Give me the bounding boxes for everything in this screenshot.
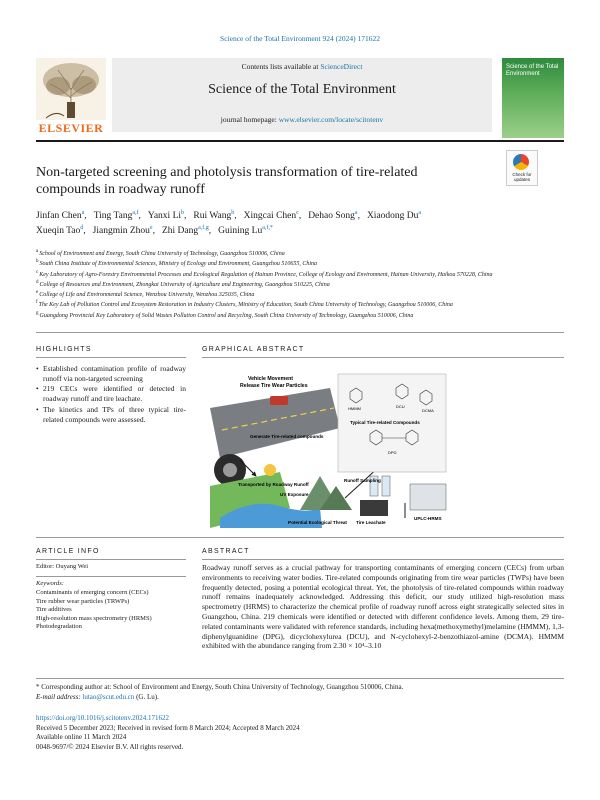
author-entry[interactable]: Ting Tang$^{a,f}$, (93, 210, 141, 222)
author-name: Xiaodong Du (366, 211, 419, 222)
affiliation-text: Key Laboratory of Agro-Forestry Environmental Processes and Ecological Regulation of Hainan Province, College of Ecology and Environment, Hainan University, Haikou 570228, China (39, 271, 493, 278)
section-divider (36, 537, 564, 538)
author-name: Xueqin Tao (36, 226, 81, 237)
author-entry[interactable]: Xingcai Chen$^c$, (243, 210, 302, 222)
ga-label-vehicle: Vehicle Movement (248, 376, 293, 382)
affiliation-item (36, 299, 564, 309)
top-citation[interactable]: Science of the Total Environment 924 (2024) 171622 (220, 34, 380, 43)
author-entry[interactable]: Rui Wang$^b$, (193, 210, 237, 222)
highlight-item: • The kinetics and TPs of three typical tire-related compounds were assessed. (36, 405, 186, 424)
keyword-item: Photodegradation (36, 623, 82, 631)
affiliation-text: College of Resources and Environment, Zhongkai University of Agriculture and Engineering, Guangzhou 510225, China (39, 281, 330, 288)
article-info-heading: ARTICLE INFO (36, 548, 100, 555)
header-divider (36, 140, 564, 142)
email-line (36, 693, 564, 703)
contents-prefix: Contents lists available at (241, 62, 321, 71)
author-name: Rui Wang (193, 211, 232, 222)
author-name: Ting Tang (93, 211, 133, 222)
email-suffix: (G. Lu). (134, 692, 159, 701)
author-name: Dehao Song (308, 211, 355, 222)
section-divider (36, 332, 564, 333)
affiliation-key: e (36, 290, 39, 296)
ga-label-uv: UV Exposure (280, 492, 309, 497)
ga-label-generate: Generate Tire-related compounds (250, 434, 324, 439)
author-entry[interactable]: Yanxi Li$^b$, (147, 210, 187, 222)
affiliation-text: Guangdong Provincial Key Laboratory of Solid Wastes Pollution Control and Recycling, South China University of Technology, Guangzhou 510006, China (39, 312, 414, 319)
author-entry[interactable] (218, 226, 273, 236)
highlight-item: • Established contamination profile of roadway runoff via non-targeted screening (36, 364, 186, 383)
highlight-item: • 219 CECs were identified or detected in roadway runoff and tire leachate. (36, 384, 186, 403)
ga-label-dpg: DPG (388, 450, 397, 455)
available-online: Available online 11 March 2024 (36, 733, 127, 742)
check-for-updates-label: Check for updates (512, 172, 532, 182)
article-info-divider (36, 576, 186, 577)
affiliation-item (36, 269, 564, 279)
footnote-text: * Corresponding author at: School of Environment and Energy, South China University of Technology, Guangzhou 510006, China. (36, 683, 404, 691)
author-entry[interactable]: Jinfan Chen$^a$, (36, 210, 87, 222)
editor-line: Editor: Ouyang Wei (36, 563, 89, 570)
author-affiliation-marker[interactable]: a (81, 210, 85, 216)
affiliation-key: f (36, 300, 38, 306)
publisher-logo-text: ELSEVIER (38, 121, 104, 135)
affiliation-text: College of Life and Environmental Science, Wenzhou University, Wenzhou 325035, China (39, 292, 255, 299)
email-link[interactable]: lutao@scut.edu.cn (82, 692, 135, 701)
ga-label-leachate: Tire Leachate (356, 520, 386, 525)
author-affiliation-marker[interactable]: e (149, 225, 153, 231)
keywords-list (36, 589, 196, 632)
affiliation-item (36, 248, 564, 258)
journal-title: Science of the Total Environment (208, 82, 396, 97)
author-name: Zhi Dang (161, 226, 199, 237)
author-affiliation-marker[interactable]: a,f,g (198, 225, 209, 231)
abstract-heading: ABSTRACT (202, 548, 250, 555)
author-affiliation-marker[interactable]: a,f (132, 210, 139, 216)
homepage-line (112, 115, 492, 124)
author-entry[interactable]: Jiangmin Zhou$^e$, (92, 225, 155, 237)
graphical-abstract-figure (210, 368, 450, 532)
highlights-heading: HIGHLIGHTS (36, 346, 92, 353)
author-name: Jinfan Chen (36, 211, 82, 222)
keyword-item: Contaminants of emerging concern (CECs) (36, 589, 149, 596)
affiliation-key: c (36, 269, 39, 275)
author-name: Guining Lu (218, 226, 263, 237)
author-entry[interactable]: Zhi Dang$^{a,f,g}$, (161, 225, 212, 237)
article-info-divider (36, 559, 186, 560)
keyword-item: Tire rubber wear particles (TRWPs) (36, 597, 130, 605)
corresponding-author-footnote (36, 683, 564, 702)
highlights-divider (36, 357, 186, 358)
check-for-updates-icon (513, 154, 529, 170)
keywords-label: Keywords: (36, 580, 64, 587)
affiliation-text: School of Environment and Energy, South China University of Technology, Guangzhou 510006, China (39, 251, 285, 257)
contents-line (112, 62, 492, 71)
ga-label-dcu: DCU (396, 404, 405, 409)
author-list-line-1 (36, 210, 564, 221)
author-entry[interactable]: Xueqin Tao$^d$, (36, 225, 86, 237)
author-affiliation-marker[interactable]: a,f,* (262, 225, 273, 231)
ga-label-dcma: DCMA (422, 408, 434, 413)
author-list-line-2 (36, 225, 564, 236)
ga-label-instrument: UPLC-HRMS (414, 516, 442, 521)
car-shape (270, 396, 288, 405)
journal-cover-title: Science of the Total Environment (506, 64, 559, 77)
instrument-shape (410, 484, 446, 510)
sciencedirect-link[interactable]: ScienceDirect (320, 62, 363, 71)
affiliation-key: d (36, 279, 39, 285)
author-affiliation-marker[interactable]: c (296, 210, 299, 216)
copyright-line: 0048-9697/© 2024 Elsevier B.V. All rights reserved. (36, 742, 184, 751)
author-affiliation-marker[interactable]: d (80, 225, 84, 231)
highlights-list (36, 364, 186, 425)
author-affiliation-marker[interactable]: a (354, 210, 358, 216)
ga-label-typical: Typical Tire-related Compounds (350, 420, 420, 425)
affiliation-text: The Key Lab of Pollution Control and Ecosystem Restoration in Industry Clusters, Ministry of Education, South China University of Technology, Guangzhou 510006, China (38, 302, 453, 309)
abstract-text: Roadway runoff serves as a crucial pathway for transporting contaminants of emerging concern (CECs) from urban environments to receiving water bodies. Tire-related compounds originating from tire wear particles (TWPs) have been frequently detected, posing a potential ecological threat. Yet, the photolysis of tire-related compounds within roadway runoff remains inadequately acknowledged. Addressing this deficit, our study utilized high-resolution mass spectrometry (HRMS) to characterize the chemical profile of roadway runoff across eight strategically selected sites in Guangzhou, China. 219 chemicals were identified or detected with different confidence levels. Among them, 29 tire-related contaminants were validated with reference standards, including hexa(methoxymethyl)melamine (HMMM), 1,3-diphenylguanidine (DPG), dicyclohexylurea (DCU), and N-cyclohexyl-2-benzothiazol-amine (DCMA). HMMM exhibited with the abundance ranging from 2.30 × 10⁴–3.10 (202, 563, 564, 651)
abstract-divider (202, 559, 564, 560)
author-affiliation-marker[interactable]: a (418, 210, 422, 216)
tire-leachate-shape (360, 500, 388, 516)
affiliation-item (36, 258, 564, 268)
keyword-item: High-resolution mass spectrometry (HRMS) (36, 614, 152, 622)
keyword-item: Tire additives (36, 606, 72, 614)
affiliation-item (36, 279, 564, 289)
ga-label-release: Release Tire Wear Particles (240, 383, 308, 389)
sun-shape (264, 464, 276, 476)
author-entry[interactable]: Dehao Song$^a$, (308, 210, 360, 222)
affiliation-key: a (36, 249, 39, 254)
affiliation-key: b (36, 259, 39, 265)
homepage-link[interactable]: www.elsevier.com/locate/scitotenv (278, 115, 384, 124)
affiliations-list (36, 248, 564, 320)
publication-footer (36, 714, 564, 752)
footnote-divider (36, 678, 564, 679)
article-title: Non-targeted screening and photolysis transformation of tire-related compounds in roadway runoff (36, 165, 418, 197)
received-dates: Received 5 December 2023; Received in revised form 8 March 2024; Accepted 8 March 2024 (36, 723, 300, 732)
author-name: Jiangmin Zhou (92, 226, 150, 237)
affiliation-text: South China Institute of Environmental Sciences, Ministry of Ecology and Environment, Guangzhou 510655, China (39, 261, 318, 268)
author-affiliation-marker[interactable]: b (231, 210, 235, 216)
author-affiliation-marker[interactable]: b (181, 210, 185, 216)
affiliation-item (36, 310, 564, 320)
doi-link[interactable]: https://doi.org/10.1016/j.scitotenv.2024.171622 (36, 714, 169, 722)
homepage-prefix: journal homepage: (220, 115, 279, 124)
ga-label-threat: Potential Ecological Threat (288, 520, 347, 525)
ga-label-hmmm: HMMM (348, 406, 361, 411)
affiliation-key: g (36, 310, 39, 316)
author-name: Xingcai Chen (243, 211, 297, 222)
affiliation-item (36, 289, 564, 299)
author-entry[interactable] (367, 211, 421, 221)
ga-label-sampling: Runoff Sampling (344, 478, 381, 483)
email-label: E-mail address: (36, 692, 83, 701)
graphical-abstract-divider (202, 357, 564, 358)
ga-label-transport: Transported by Roadway Runoff (238, 482, 309, 487)
graphical-abstract-heading: GRAPHICAL ABSTRACT (202, 346, 305, 353)
author-name: Yanxi Li (147, 211, 182, 222)
